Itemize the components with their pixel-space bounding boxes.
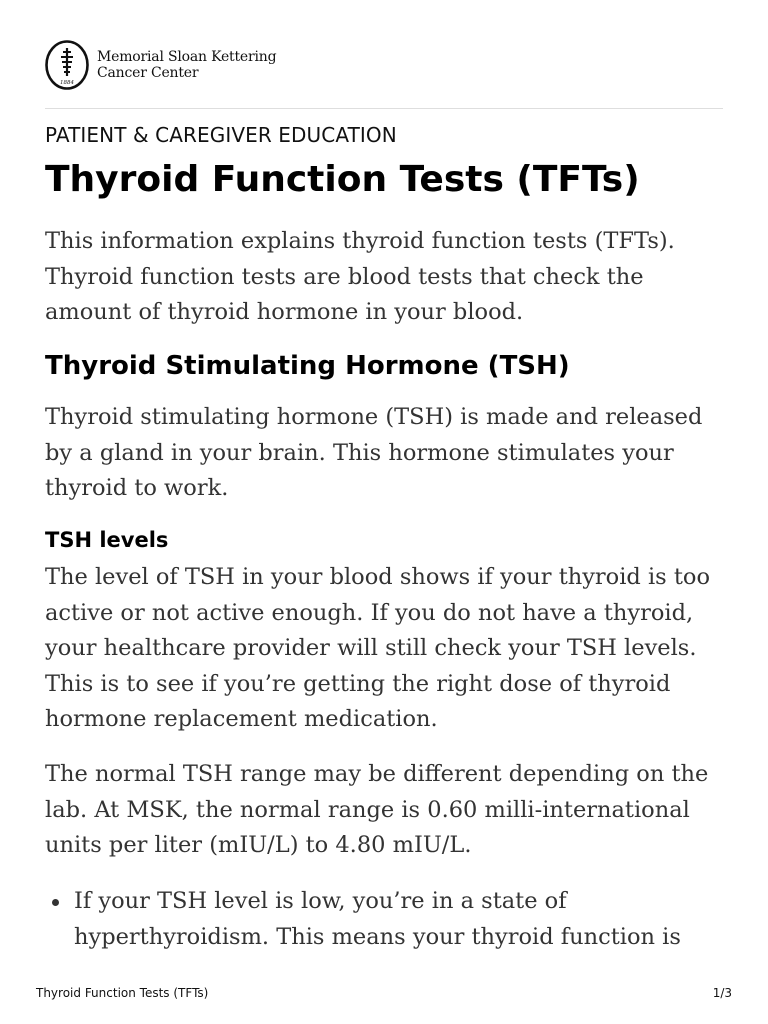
page-title: Thyroid Function Tests (TFTs) [45,159,640,200]
tsh-heading: Thyroid Stimulating Hormone (TSH) [45,351,570,381]
logo-year: 1884 [60,80,74,86]
org-name-line2: Cancer Center [97,65,199,81]
intro-paragraph: This information explains thyroid function tests (TFTs). Thyroid function tests are blood tests that check the amount of thyroid hormone in your blood. [45,228,675,325]
tsh-levels-paragraph: The level of TSH in your blood shows if your thyroid is too active or not active enough. If you do not have a thyroid, your healthcare provider will still check your TSH levels. This is to see if you’re getting the right dose of thyroid hormone replacement medication. [45,564,711,732]
org-name [97,49,276,81]
header-divider [45,108,723,109]
document-page [45,0,723,1024]
page-indicator: 1/3 [712,986,732,1000]
section-eyebrow: PATIENT & CAREGIVER EDUCATION [45,123,397,147]
list-item [45,884,735,955]
footer-doc-title: Thyroid Function Tests (TFTs) [36,986,209,1000]
page-footer [36,985,732,1001]
bullet-icon [52,899,59,906]
msk-caduceus-logo-icon [45,40,89,90]
tsh-levels-heading: TSH levels [45,528,169,552]
tsh-bullet-list [45,884,735,955]
header [45,39,276,91]
org-name-line1: Memorial Sloan Kettering [97,49,277,65]
tsh-definition-paragraph: Thyroid stimulating hormone (TSH) is made and released by a gland in your brain. This hormone stimulates your thyroid to work. [45,404,703,501]
list-item-text: If your TSH level is low, you’re in a state of hyperthyroidism. This means your thyroid function is [74,888,681,950]
tsh-range-paragraph: The normal TSH range may be different depending on the lab. At MSK, the normal range is 0.60 milli-international units per liter (mIU/L) to 4.80 mIU/L. [45,761,709,858]
